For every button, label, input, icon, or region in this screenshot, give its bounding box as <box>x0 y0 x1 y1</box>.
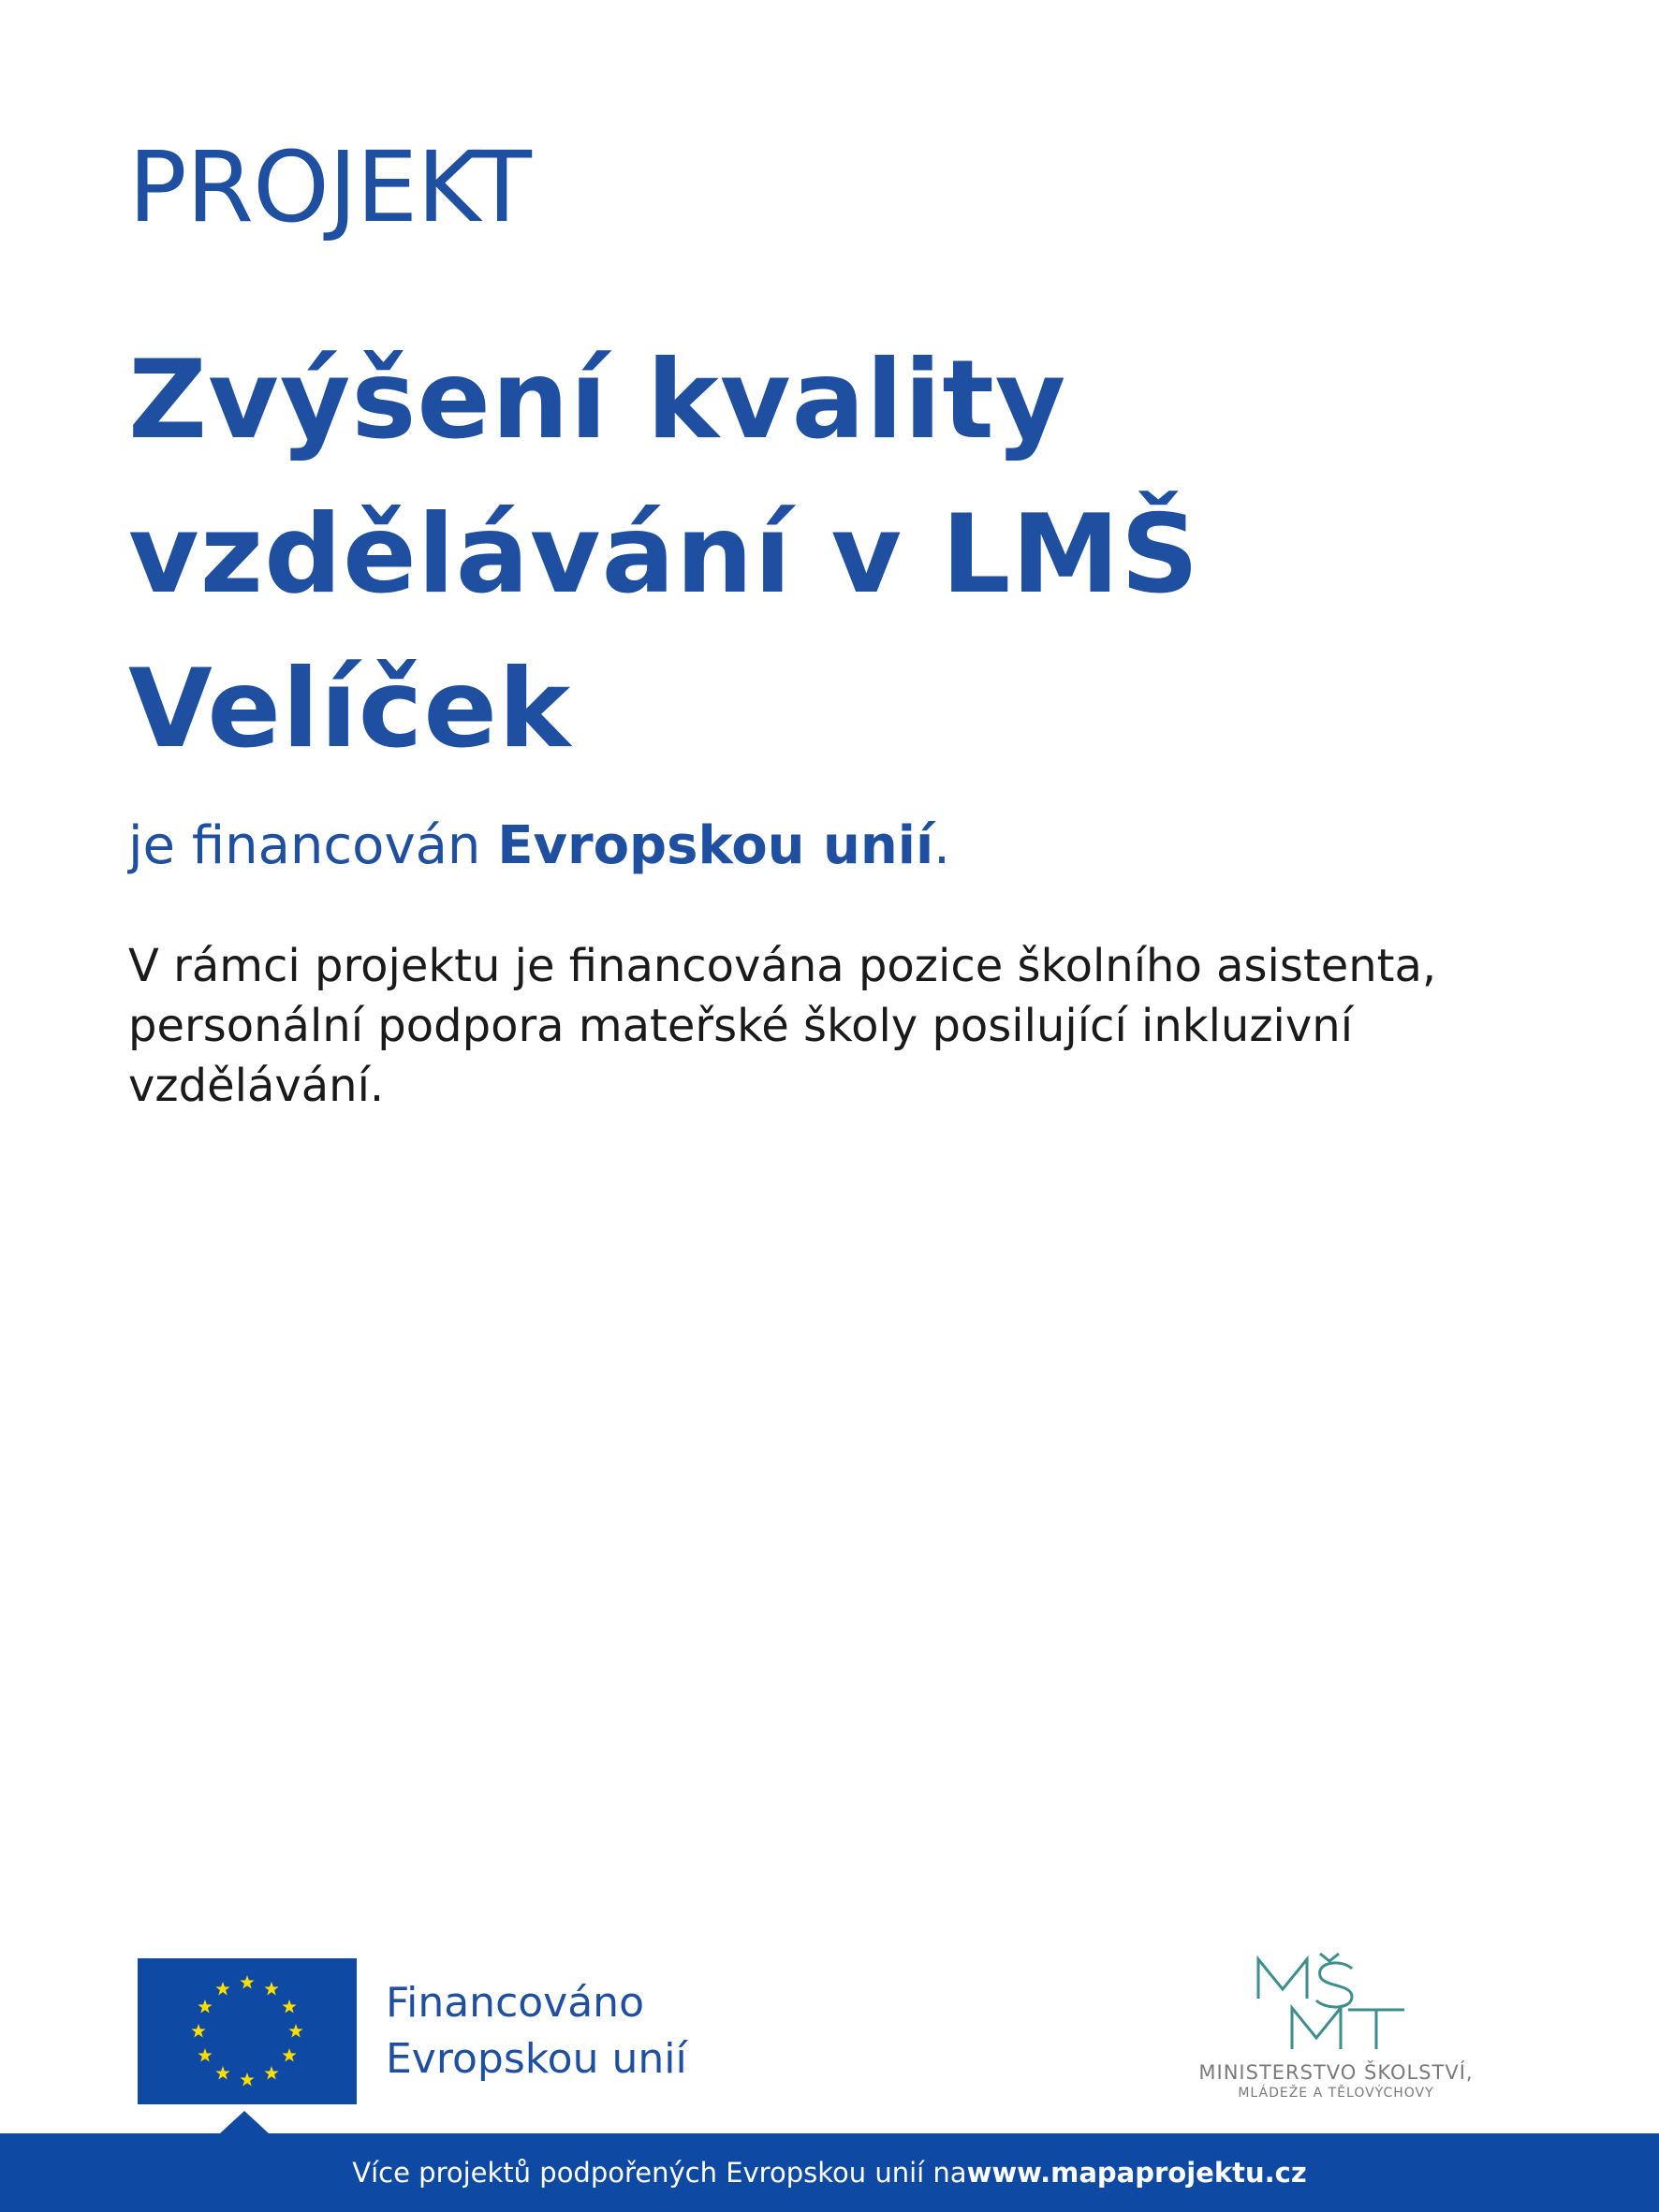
funding-suffix: . <box>933 815 950 876</box>
footer-link[interactable]: www.mapaprojektu.cz <box>966 2157 1307 2189</box>
description-line-1: V rámci projektu je financována pozice školního asistenta, <box>128 940 1437 992</box>
eu-logo-line-2: Evropskou unií <box>386 2035 687 2083</box>
project-title <box>128 323 1439 786</box>
description-line-3: vzdělávání. <box>128 1060 385 1112</box>
eu-flag-icon <box>138 1958 357 2104</box>
msmt-name-line-2: MLÁDEŽE A TĚLOVÝCHOVY <box>1238 2086 1434 2101</box>
eu-star-icon <box>240 1975 254 1988</box>
eu-star-icon <box>198 2048 212 2061</box>
project-description <box>128 936 1533 1116</box>
eu-star-icon <box>198 2000 212 2013</box>
msmt-name <box>1182 2061 1490 2101</box>
eu-star-icon <box>215 2066 229 2079</box>
funding-source: Evropskou unií <box>497 815 934 876</box>
msmt-name-line-1: MINISTERSTVO ŠKOLSTVÍ, <box>1198 2061 1474 2084</box>
eu-star-icon <box>288 2024 302 2037</box>
funding-prefix: je financován <box>128 815 498 876</box>
eu-star-icon <box>240 2073 254 2086</box>
msmt-logo-icon <box>1255 1952 1414 2055</box>
eu-star-icon <box>191 2024 205 2037</box>
project-title-line-2: vzdělávání v LMŠ <box>128 491 1200 618</box>
description-line-2: personální podpora mateřské školy posilující inkluzivní <box>128 1000 1354 1052</box>
footer-text: Více projektů podpořených Evropskou unií na <box>352 2157 967 2189</box>
eu-flag-pointer <box>220 2111 269 2133</box>
eu-star-icon <box>282 2000 296 2013</box>
eu-star-icon <box>215 1982 229 1995</box>
eu-star-icon <box>264 1982 278 1995</box>
funding-statement <box>128 815 950 876</box>
eu-logo-line-1: Financováno <box>386 1979 644 2027</box>
eu-star-icon <box>282 2048 296 2061</box>
eu-logo-text <box>386 1975 687 2087</box>
footer-bar <box>0 2133 1659 2212</box>
eu-star-icon <box>264 2066 278 2079</box>
project-title-line-3: Velíček <box>128 646 572 772</box>
project-title-line-1: Zvýšení kvality <box>128 337 1067 463</box>
project-label: PROJEKT <box>128 130 531 244</box>
